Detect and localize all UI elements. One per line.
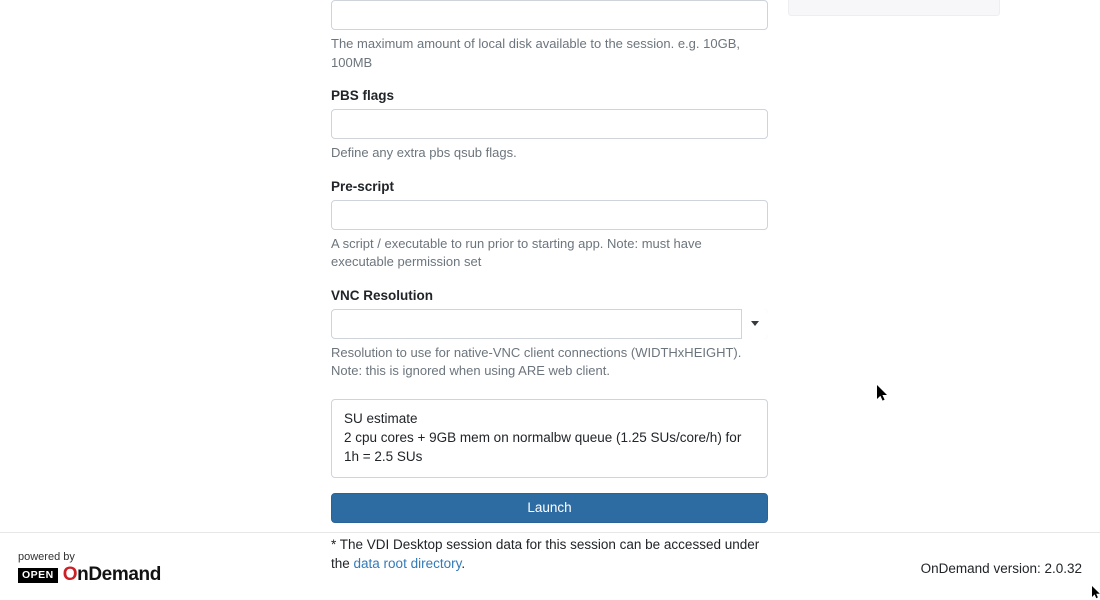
vnc-resolution-input[interactable] xyxy=(331,309,768,339)
pre-script-label: Pre-script xyxy=(331,178,395,194)
launch-button[interactable]: Launch xyxy=(331,493,768,523)
pre-script-input[interactable] xyxy=(331,200,768,230)
disk-help-text: The maximum amount of local disk available to the session. e.g. 10GB, 100MB xyxy=(331,36,740,70)
vnc-resolution-label: VNC Resolution xyxy=(331,287,434,303)
footer-divider xyxy=(0,532,1100,533)
pbs-flags-input[interactable] xyxy=(331,109,768,139)
footnote-prefix: * The VDI Desktop session data for this session can be accessed under the xyxy=(331,536,760,571)
mouse-cursor-secondary xyxy=(1092,586,1100,600)
caret-glyph xyxy=(751,321,759,326)
vnc-resolution-help-text: Resolution to use for native-VNC client connections (WIDTHxHEIGHT). Note: this is ignored when using ARE web client. xyxy=(331,344,742,378)
pbs-flags-help-text: Define any extra pbs qsub flags. xyxy=(331,145,517,160)
open-badge: OPEN xyxy=(18,568,58,583)
session-request-form xyxy=(331,0,768,573)
footnote-suffix: . xyxy=(461,555,466,571)
pbs-flags-label: PBS flags xyxy=(331,88,395,103)
session-data-footnote xyxy=(331,535,768,573)
ondemand-wordmark xyxy=(63,564,161,586)
powered-by-label: powered by xyxy=(18,551,75,563)
version-label: OnDemand version: 2.0.32 xyxy=(920,561,1082,576)
pre-script-help-text: A script / executable to run prior to starting app. Note: must have executable permission set xyxy=(331,235,702,269)
data-root-directory-link[interactable]: data root directory xyxy=(353,555,462,571)
chevron-down-icon[interactable] xyxy=(741,309,768,339)
disk-input[interactable] xyxy=(331,0,768,30)
background-panel xyxy=(788,0,1000,16)
su-estimate-body: 2 cpu cores + 9GB mem on normalbw queue (1.25 SUs/core/h) for 1h = 2.5 SUs xyxy=(344,429,742,464)
ondemand-text: nDemand xyxy=(77,564,161,585)
ondemand-red-o: O xyxy=(62,564,78,585)
vnc-resolution-select[interactable] xyxy=(331,309,768,339)
su-estimate-title: SU estimate xyxy=(344,410,418,426)
ondemand-logo xyxy=(18,565,161,585)
mouse-cursor xyxy=(877,385,889,403)
su-estimate-box xyxy=(331,399,768,478)
